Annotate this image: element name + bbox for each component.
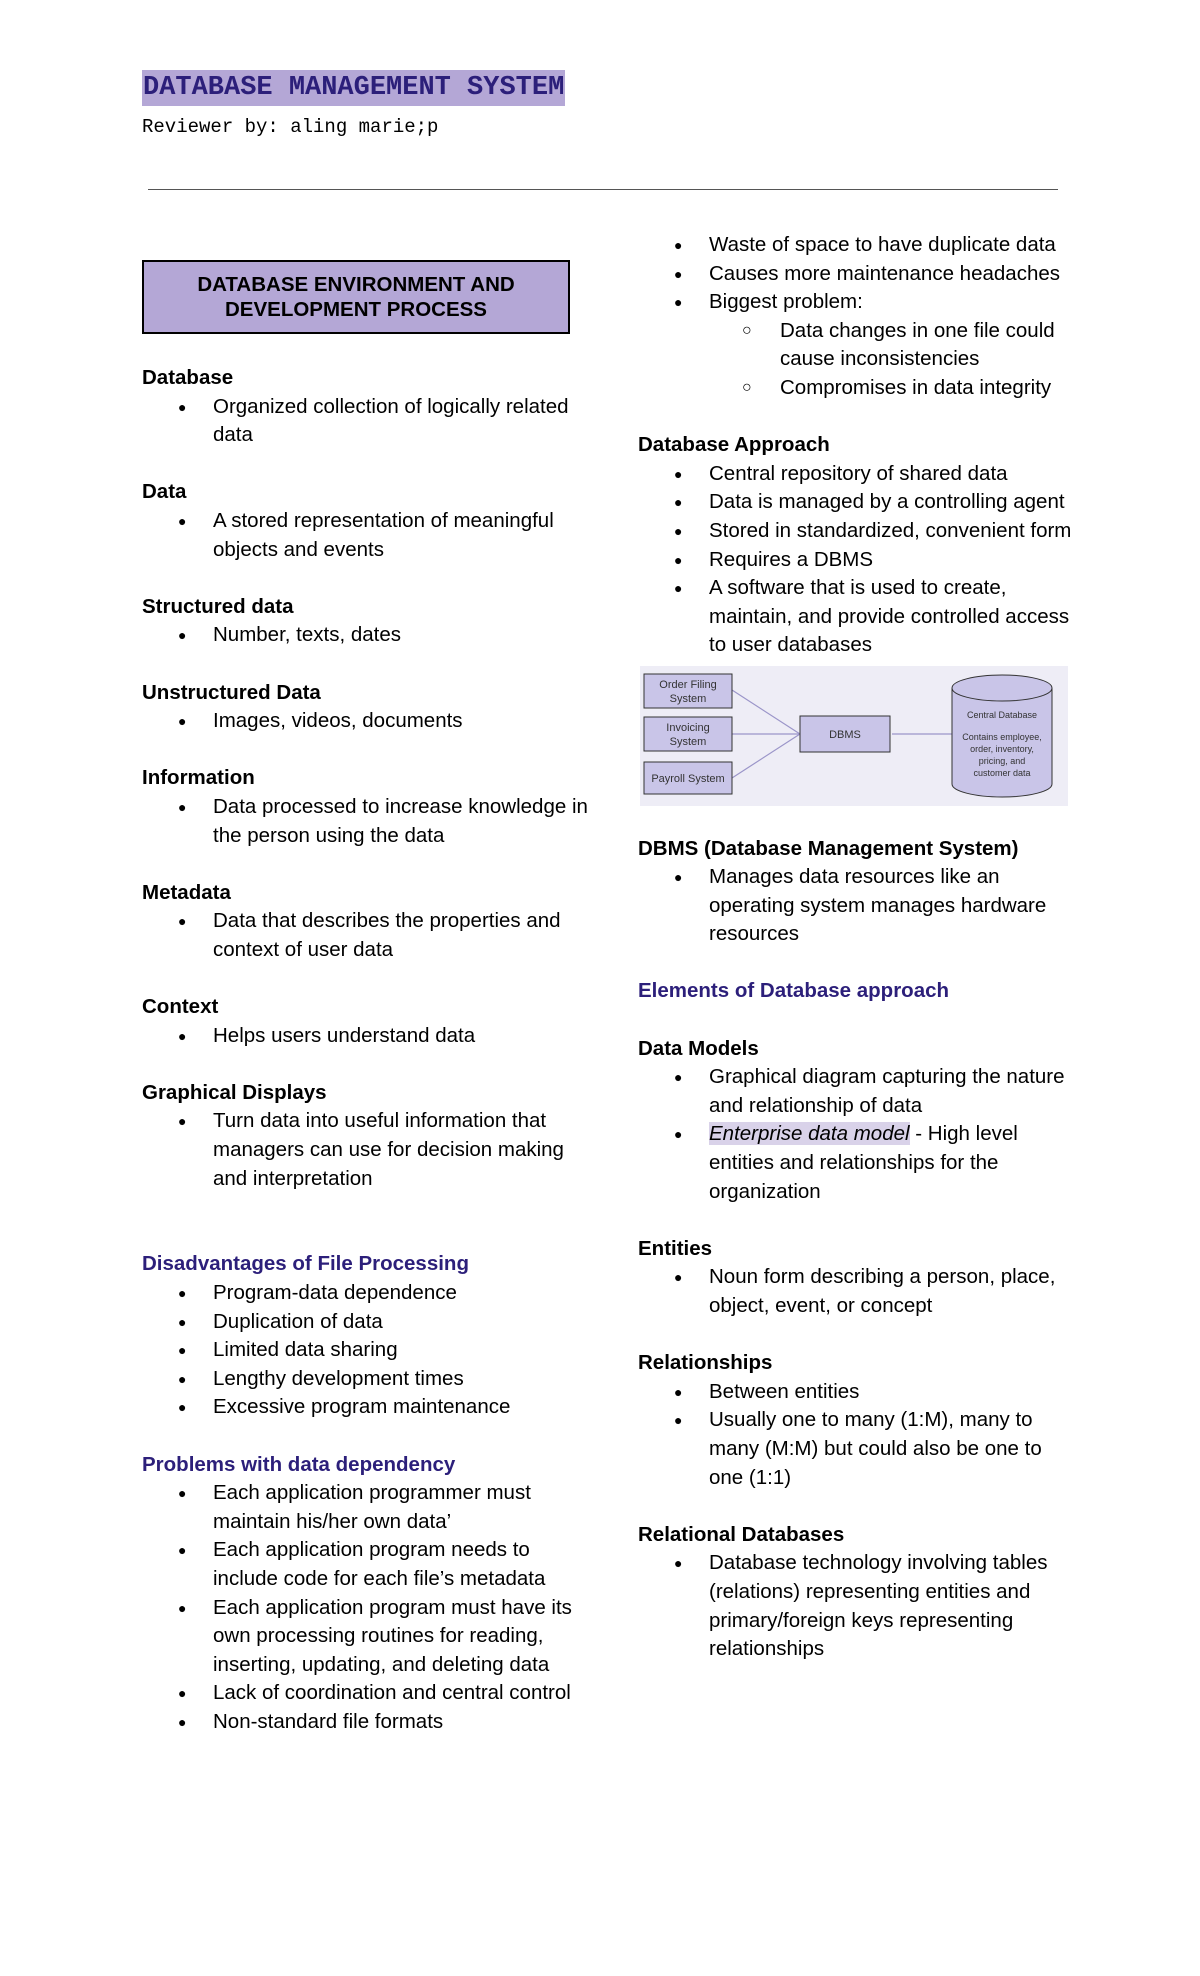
heading-entities: Entities [638,1236,713,1260]
list-item: ● Database technology involving tables (relations) representing entities and primary/foreign keys representing relationships [674,1551,1048,1661]
heading-elements: Elements of Database approach [638,979,950,1003]
section-title-box [142,260,570,334]
list-information [142,793,592,850]
list-item: ● Each application programmer must maintain his/her own data’ [178,1481,531,1533]
bullet-icon: ● [178,1399,187,1416]
document-title: DATABASE MANAGEMENT SYSTEM [142,70,565,106]
list-item: ● Data that describes the properties and context of user data [178,909,561,961]
list-data [142,507,592,564]
heading-database-approach: Database Approach [638,433,830,457]
list-item: ● Central repository of shared data [638,460,1078,489]
list-unstructured-data [142,707,592,736]
heading-relationships: Relationships [638,1351,773,1375]
list-item: ● Usually one to many (1:M), many to many (M:M) but could also be one to one (1:1) [674,1408,1042,1489]
database-approach-diagram [640,666,1068,806]
central-database-line2: order, inventory, [970,743,1034,754]
list-item: ● Enterprise data model - High level entities and relationships for the organization [674,1122,1018,1203]
list-item: ● Requires a DBMS [638,546,1078,575]
bullet-icon: ● [674,580,683,597]
bullet-icon: ● [674,237,683,253]
hollow-bullet-icon: ○ [742,378,752,396]
bullet-icon: ● [178,512,187,529]
box-dbms [800,716,890,752]
box-payroll-label: Payroll System [651,772,725,785]
heading-metadata: Metadata [142,880,231,904]
list-database [142,393,592,450]
bullet-icon: ● [674,1555,683,1572]
box-order-filing-line2: System [669,692,707,705]
list-item: ● Turn data into useful information that managers can use for decision making and interpretation [178,1109,564,1190]
bullet-icon: ● [178,913,187,930]
heading-dbms: DBMS (Database Management System) [638,836,1019,860]
list-database-approach [638,460,1078,660]
list-item: ● Data is managed by a controlling agent [638,488,1078,517]
heading-unstructured-data: Unstructured Data [142,680,321,704]
list-item: ● Between entities [638,1378,1078,1407]
list-item: ● Helps users understand data [142,1022,592,1051]
list-item: ● Duplication of data [142,1308,592,1337]
heading-context: Context [142,995,219,1019]
central-database-title: Central Database [966,709,1038,720]
bullet-icon: ● [674,551,683,568]
list-item: ● Each application program needs to include code for each file’s metadata [178,1538,546,1590]
list-item: ● Noun form describing a person, place, object, event, or concept [674,1265,1056,1317]
bullet-icon: ● [674,1126,683,1143]
list-context [142,1022,592,1051]
bullet-icon: ● [178,398,187,415]
bullet-icon: ● [178,1542,187,1559]
bullet-icon: ● [674,294,683,311]
heading-structured-data: Structured data [142,594,294,618]
bullet-icon: ● [178,1313,187,1330]
bullet-icon: ● [674,1383,683,1400]
list-problems [142,1479,592,1736]
list-item: ● Images, videos, documents [142,707,592,736]
bullet-icon: ● [178,1370,187,1387]
heading-database: Database [142,366,234,389]
list-item: ● Each application program must have its own processing routines for reading, inserting, updating, and deleting data [178,1595,572,1676]
list-item: ● Limited data sharing [142,1336,592,1365]
section-title-line-2: DEVELOPMENT PROCESS [225,298,487,321]
list-item: ● Biggest problem: [638,288,1078,317]
list-item: ● Organized collection of logically related data [178,394,569,447]
bullet-icon: ● [674,265,683,282]
list-item: ● Number, texts, dates [142,621,592,650]
list-item: ● Data processed to increase knowledge in the person using the data [178,794,588,847]
list-item: ● A stored representation of meaningful objects and events [178,508,554,561]
heading-data: Data [142,480,187,504]
list-item: ● Stored in standardized, convenient form [638,517,1078,546]
list-item: ● Non-standard file formats [142,1708,592,1737]
box-order-filing-line1: Order Filing [659,678,717,691]
central-database-line1: Contains employee, [962,731,1042,742]
list-entities [638,1263,1078,1320]
bullet-icon: ● [674,1269,683,1286]
box-order-filing [644,674,732,708]
bullet-icon: ● [674,494,683,511]
horizontal-divider [148,189,1058,190]
right-column [638,231,1078,1664]
bullet-icon: ● [178,1113,187,1130]
bullet-icon: ● [674,522,683,539]
highlighted-term: Enterprise data model [709,1122,910,1146]
list-item: ● A software that is used to create, maintain, and provide controlled access to user databases [674,576,1070,657]
bullet-icon: ● [178,1599,187,1616]
list-disadvantages [142,1279,592,1422]
heading-problems: Problems with data dependency [142,1452,456,1476]
list-structured-data [142,621,592,650]
bullet-icon: ● [178,1685,187,1702]
list-item: ● Causes more maintenance headaches [638,260,1078,289]
list-dbms [638,863,1078,949]
bullet-icon: ● [178,1713,187,1730]
list-metadata [142,907,592,964]
bullet-icon: ● [178,798,187,815]
bullet-icon: ● [674,465,683,482]
hollow-bullet-icon: ○ [742,321,752,339]
heading-graphical-displays: Graphical Displays [142,1080,327,1104]
central-database-cylinder [952,675,1052,797]
bullet-icon: ● [178,627,187,644]
list-item: ● Manages data resources like an operating system manages hardware resources [674,865,1047,946]
bullet-icon: ● [178,1342,187,1359]
bullet-icon: ● [674,1412,683,1429]
box-invoicing-line1: Invoicing [666,721,710,734]
list-file-processing-cont [638,231,1078,403]
list-item: ● Graphical diagram capturing the nature and relationship of data [674,1065,1065,1117]
bullet-icon: ● [674,869,683,886]
heading-data-models: Data Models [638,1036,759,1060]
box-payroll [644,762,732,794]
bullet-icon: ● [674,1069,683,1086]
heading-information: Information [142,766,255,790]
document-subtitle: Reviewer by: aling marie;p [142,116,439,138]
bullet-icon: ● [178,1485,187,1502]
list-data-models [638,1063,1078,1206]
sub-list-item: ○ Compromises in data integrity [638,374,1078,403]
box-invoicing [644,717,732,751]
list-item: ● Lengthy development times [142,1365,592,1394]
bullet-icon: ● [178,1027,187,1044]
list-relational-databases [638,1549,1078,1663]
list-item: ● Program-data dependence [142,1279,592,1308]
sub-list-item: ○ Data changes in one file could cause inconsistencies [742,318,1055,371]
bullet-icon: ● [178,1285,187,1301]
list-item: ● Lack of coordination and central control [142,1679,592,1708]
central-database-line4: customer data [973,767,1031,778]
heading-relational-databases: Relational Databases [638,1522,845,1546]
box-invoicing-line2: System [669,735,707,748]
list-graphical-displays [142,1107,592,1193]
central-database-line3: pricing, and [978,755,1026,766]
bullet-icon: ● [178,713,187,730]
list-item: ● Waste of space to have duplicate data [638,231,1078,260]
section-title-line-1: DATABASE ENVIRONMENT AND [197,273,515,296]
heading-disadvantages: Disadvantages of File Processing [142,1252,469,1276]
box-dbms-label: DBMS [829,728,861,741]
list-item: ● Excessive program maintenance [142,1393,592,1422]
left-column [142,260,592,1737]
list-relationships [638,1378,1078,1492]
